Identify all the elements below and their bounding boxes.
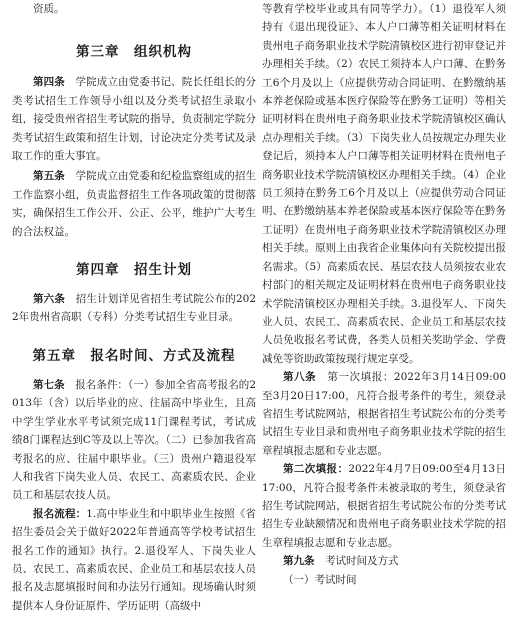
article-9 <box>262 552 506 570</box>
article-9-label: 第九条 <box>283 555 315 568</box>
paragraph-continuation-right: 等教育学校毕业或具有同等学力）。（1）退役军人须持有《退出现役证》、本人户口薄等相关证明材料在贵州电子商务职业技术学院清镇校区进行初审登记并办理相关手续。（2）农民工须持本人户口薄、在黔务工6个月及以上（应提供劳动合同证明、在黔缴纳基本养老保险或基本医疗保险等在黔务工证明）等相关证明材料在贵州电子商务职业技术学院清镇校区确认点办理相关手续。（3）下岗失业人员按规定办理失业登记后，须持本人户口薄等相关证明材料在贵州电子商务职业技术学院清镇校区办理相关手续。（4）企业员工须持在黔务工6个月及以上（应提供劳动合同证明、在黔缴纳基本养老保险或基本医疗保险等在黔务工证明）在贵州电子商务职业技术学院清镇校区办理相关手续。原则上由我省企业集体向有关院校提出报名需求。（5）高素质农民、基层农技人员须按农业农村部门的相关规定及证明材料在贵州电子商务职业技术学院清镇校区办理相关手续。3.退役军人、下岗失业人员、农民工、高素质农民、企业员工和基层农技人员免收报名考试费，各类人员相关奖助学金、学费减免等资助政策按现行规定享受。 <box>262 3 506 365</box>
article-4-label: 第四条 <box>33 76 65 89</box>
paragraph-continuation: 资质。 <box>33 3 65 15</box>
second-filling-label: 第二次填报： <box>283 463 349 476</box>
right-column <box>262 0 506 589</box>
article-7 <box>12 376 256 505</box>
left-column <box>12 0 256 615</box>
article-4-text: 学院成立由党委书记、院长任组长的分类考试招生工作领导小组以及分类考试招生录取小组，接受贵州省招生考试院的指导，负责制定学院分类考试招生政策和招生计划，讨论决定分类考试及录取工作的重大事宜。 <box>12 76 256 163</box>
second-filling <box>262 460 506 552</box>
article-4 <box>12 73 256 165</box>
article-8-label: 第八条 <box>283 371 317 384</box>
registration-flow <box>12 505 256 615</box>
article-6-text: 招生计划详见省招生考试院公布的2022年贵州省高职（专科）分类考试招生专业目录。 <box>12 293 257 324</box>
article-8-text: 第一次填报：2022年3月14日09:00至3月20日17:00，凡符合报考条件的考生，须登录省招生考试院网站，根据省招生考试院公布的分类考试招生专业目录和贵州电子商务职业技术学院的招生章程填报志愿和专业志愿。 <box>262 371 506 457</box>
article-7-text: 报名条件：（一）参加全省高考报名的2013年（含）以后毕业的应、往届高中毕业生，且高中学生学业水平考试须完成11门课程考试，考试成绩8门课程达到C等及以上等次。（二）已参加我省高考报名的应、往届中职毕业。（三）贵州户籍退役军人和我省下岗失业人员、农民工、高素质农民、企业员工和基层农技人员。 <box>12 378 257 502</box>
article-6-label: 第六条 <box>33 293 66 306</box>
chapter-5-heading: 第五章 报名时间、方式及流程 <box>32 347 236 364</box>
registration-flow-label: 报名流程： <box>33 507 87 520</box>
chapter-3-heading: 第三章 组织机构 <box>76 44 192 61</box>
article-9-text: 考试时间及方式 <box>325 555 399 568</box>
article-8 <box>262 368 506 460</box>
article-5 <box>12 167 256 241</box>
article-5-text: 学院成立由党委和纪检监察组成的招生工作监察小组，负责监督招生工作各项政策的贯彻落实，确保招生工作公开、公正、公平，维护广大考生的合法权益。 <box>12 170 256 238</box>
article-5-label: 第五条 <box>33 170 65 183</box>
chapter-4-heading: 第四章 招生计划 <box>76 262 192 279</box>
article-6 <box>12 290 256 327</box>
article-9-sub: （一）考试时间 <box>283 573 357 586</box>
article-7-label: 第七条 <box>33 378 65 391</box>
second-filling-text: 2022年4月7日09:00至4月13日17:00，凡符合报考条件未被录取的考生，须登录省招生考试院网站，根据省招生考试院公布的分类考试招生专业缺额情况和贵州电子商务职业技术学院的招生章程填报志愿和专业志愿。 <box>262 463 507 549</box>
registration-flow-text: 1.高中毕业生和中职毕业生按照《省招生委员会关于做好2022年普通高等学校考试招生报名工作的通知》执行。2.退役军人、下岗失业人员、农民工、高素质农民、企业员工和基层农技人员报名及志愿填报时间和办法另行通知。现场确认时须提供本人身份证原件、学历证明（高级中 <box>12 507 256 612</box>
